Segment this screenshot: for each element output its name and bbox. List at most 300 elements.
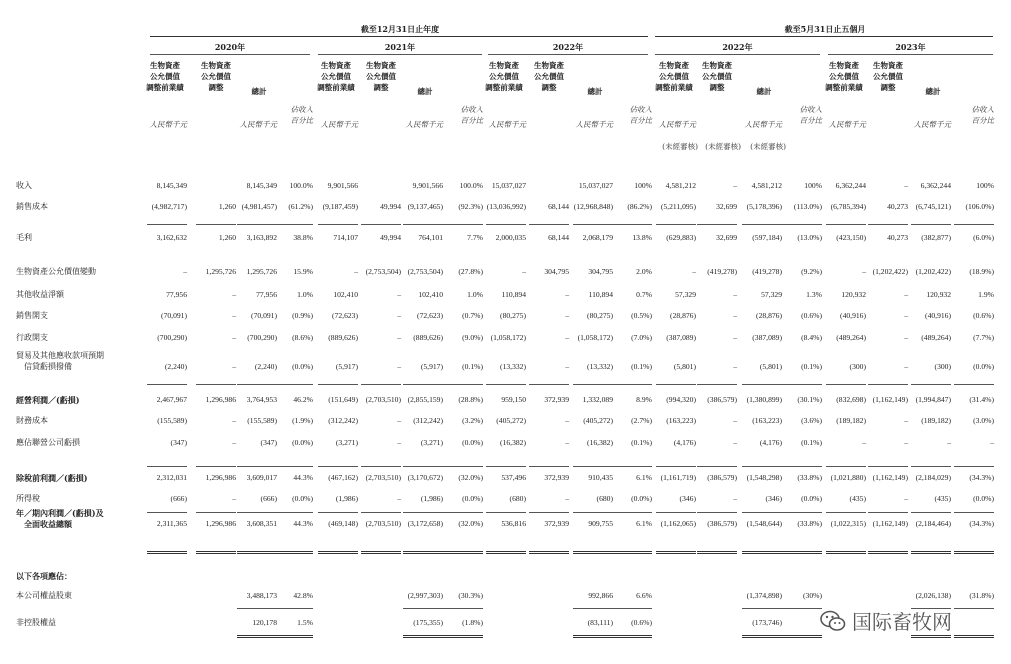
cell-value: (386,579) [707, 473, 737, 482]
cell-value: – [904, 362, 908, 371]
caption-pct-revenue: 佔收入 百分比 [799, 105, 822, 125]
cell-value: – [904, 333, 908, 342]
subtotal-rule [361, 466, 401, 467]
cell-value: 8.9% [636, 395, 652, 404]
cell-value: (3.2%) [462, 416, 483, 425]
caption-before-adjustment: 生物資產 公允價值 調整前業績 [146, 61, 184, 92]
cell-value: (13,332) [587, 362, 613, 371]
subtotal-rule [782, 551, 822, 554]
subtotal-rule [826, 512, 866, 513]
cell-value: (1,548,298) [746, 473, 782, 482]
cell-value: (9,187,459) [322, 202, 358, 211]
cell-value: – [232, 333, 236, 342]
cell-value: 110,894 [501, 290, 526, 299]
subtotal-rule [742, 512, 782, 513]
cell-value: – [397, 494, 401, 503]
cell-value: (0.1%) [801, 362, 822, 371]
cell-value: – [232, 494, 236, 503]
cell-value: (1,202,422) [915, 267, 951, 276]
cell-value: 102,410 [333, 290, 358, 299]
cell-value: 57,329 [675, 290, 696, 299]
subtotal-rule [443, 466, 483, 467]
cell-value: (173,746) [752, 618, 782, 627]
cell-value: 3,608,351 [246, 519, 277, 528]
cell-value: (700,290) [157, 333, 187, 342]
year-rule [488, 54, 648, 55]
cell-value: 536,816 [501, 519, 526, 528]
cell-value: (3.0%) [973, 416, 994, 425]
cell-value: (700,290) [247, 333, 277, 342]
subtotal-rule [237, 224, 277, 225]
cell-value: (30.1%) [797, 395, 822, 404]
cell-value: 15,037,027 [491, 181, 526, 190]
cell-value: (155,589) [247, 416, 277, 425]
cell-value: (889,626) [413, 333, 443, 342]
cell-value: (27.8%) [458, 267, 483, 276]
subtotal-rule [443, 384, 483, 385]
subtotal-rule [826, 224, 866, 225]
cell-value: 1,296,986 [205, 519, 236, 528]
cell-value: 77,956 [166, 290, 187, 299]
cell-value: (0.1%) [462, 362, 483, 371]
cell-value: (70,091) [251, 311, 277, 320]
cell-value: (435) [934, 494, 951, 503]
subtotal-rule [273, 512, 313, 513]
cell-value: (2,184,464) [915, 519, 951, 528]
cell-value: (28,876) [670, 311, 696, 320]
caption-before-adjustment: 生物資產 公允價值 調整前業績 [825, 61, 863, 92]
cell-value: (3,170,672) [407, 473, 443, 482]
watermark-text: 国际畜牧网 [852, 610, 952, 634]
caption-total: 總計 [587, 87, 603, 96]
subtotal-rule [529, 224, 569, 225]
attribution-double-rule [782, 635, 822, 638]
cell-value: 100% [976, 181, 994, 190]
cell-value: (86.2%) [627, 202, 652, 211]
subtotal-rule [782, 466, 822, 467]
caption-pct-revenue: 佔收入 百分比 [971, 105, 994, 125]
cell-value: 2,311,365 [156, 519, 187, 528]
subtotal-rule [954, 384, 994, 385]
cell-value: (347) [260, 438, 277, 447]
cell-value: (2,753,504) [407, 267, 443, 276]
subtotal-rule [273, 466, 313, 467]
subtotal-rule [742, 466, 782, 467]
cell-value: – [232, 416, 236, 425]
attribution-double-rule [443, 635, 483, 638]
cell-value: (312,242) [328, 416, 358, 425]
cell-value: 15.9% [293, 267, 313, 276]
cell-value: – [904, 416, 908, 425]
cell-value: 100% [804, 181, 822, 190]
subtotal-rule [911, 384, 951, 385]
subtotal-rule [868, 384, 908, 385]
cell-value: (300) [849, 362, 866, 371]
cell-value: – [904, 311, 908, 320]
cell-value: (8.4%) [801, 333, 822, 342]
cell-value: 49,994 [380, 233, 401, 242]
wechat-icon [820, 610, 846, 632]
cell-value: – [733, 290, 737, 299]
cell-value: 1.5% [297, 618, 313, 627]
cell-value: (31.8%) [969, 591, 994, 600]
cell-value: (680) [509, 494, 526, 503]
cell-value: 3,162,632 [156, 233, 187, 242]
row-label: 毛利 [16, 233, 32, 242]
cell-value: 1,260 [218, 202, 236, 211]
cell-value: – [232, 362, 236, 371]
cell-value: (151,649) [328, 395, 358, 404]
cell-value: (72,623) [417, 311, 443, 320]
cell-value: (1,162,149) [872, 473, 908, 482]
cell-value: 1.0% [297, 290, 313, 299]
year-rule [150, 54, 310, 55]
row-label: 行政開支 [16, 333, 48, 342]
row-label: 以下各項應佔： [16, 571, 72, 581]
cell-value: (5,211,095) [660, 202, 696, 211]
subtotal-rule [529, 384, 569, 385]
caption-before-adjustment: 生物資產 公允價值 調整前業績 [655, 61, 693, 92]
cell-value: 1,332,089 [582, 395, 613, 404]
watermark [820, 606, 952, 635]
subtotal-rule [826, 466, 866, 467]
cell-value: 3,163,892 [246, 233, 277, 242]
attribution-rule [443, 608, 483, 609]
cell-value: 68,144 [548, 202, 569, 211]
cell-value: (889,626) [328, 333, 358, 342]
cell-value: 3,488,173 [246, 591, 277, 600]
cell-value: 120,178 [252, 618, 277, 627]
row-label: 年／期內利潤／(虧損)及 [16, 508, 104, 518]
row-label-cont: 信貸虧損撥備 [24, 362, 72, 371]
cell-value: (155,589) [157, 416, 187, 425]
cell-value: (34.3%) [969, 519, 994, 528]
cell-value: (300) [934, 362, 951, 371]
cell-value: 4,581,212 [665, 181, 696, 190]
subtotal-rule [656, 512, 696, 513]
caption-adjustment: 生物資產 公允價值 調整 [201, 61, 231, 92]
cell-value: (80,275) [587, 311, 613, 320]
subtotal-rule [196, 466, 236, 467]
cell-value: (4,176) [673, 438, 696, 447]
cell-value: (4,981,457) [241, 202, 277, 211]
cell-value: (1,162,149) [872, 395, 908, 404]
cell-value: 1.9% [978, 290, 994, 299]
cell-value: (2,703,510) [365, 473, 401, 482]
cell-value: 68,144 [548, 233, 569, 242]
subtotal-rule [529, 512, 569, 513]
cell-value: 120,932 [926, 290, 951, 299]
cell-value: (70,091) [161, 311, 187, 320]
cell-value: (1,058,172) [490, 333, 526, 342]
cell-value: (163,223) [752, 416, 782, 425]
unit-rmb: 人民幣千元 [575, 120, 613, 129]
cell-value: (83,111) [587, 618, 613, 627]
cell-value: (189,182) [836, 416, 866, 425]
cell-value: 49,994 [380, 202, 401, 211]
cell-value: – [397, 362, 401, 371]
cell-value: (2,703,510) [365, 395, 401, 404]
cell-value: (346) [765, 494, 782, 503]
cell-value: (2,240) [254, 362, 277, 371]
cell-value: – [565, 494, 569, 503]
caption-before-adjustment: 生物資產 公允價值 調整前業績 [485, 61, 523, 92]
cell-value: (12,968,848) [573, 202, 613, 211]
cell-value: – [904, 181, 908, 190]
unit-rmb: 人民幣千元 [658, 120, 696, 129]
attribution-rule [273, 608, 313, 609]
cell-value: (18.9%) [969, 267, 994, 276]
cell-value: (0.5%) [631, 311, 652, 320]
caption-adjustment: 生物資產 公允價值 調整 [702, 61, 732, 92]
subtotal-rule [318, 512, 358, 513]
subtotal-rule [237, 551, 277, 554]
cell-value: 2,467,967 [156, 395, 187, 404]
subtotal-rule [486, 466, 526, 467]
cell-value: 910,435 [588, 473, 613, 482]
subtotal-rule [697, 512, 737, 513]
cell-value: (419,278) [752, 267, 782, 276]
unaudited-label: (未經審核) [750, 142, 786, 151]
row-label: 本公司權益股東 [16, 591, 72, 600]
cell-value: 304,795 [544, 267, 569, 276]
cell-value: – [397, 290, 401, 299]
year-rule [318, 54, 482, 55]
cell-value: 46.2% [293, 395, 313, 404]
subtotal-rule [697, 466, 737, 467]
subtotal-rule [573, 551, 613, 554]
cell-value: (629,883) [666, 233, 696, 242]
row-label: 財務成本 [16, 416, 48, 425]
subtotal-rule [147, 384, 187, 385]
cell-value: 9,901,566 [412, 181, 443, 190]
cell-value: 100% [634, 181, 652, 190]
caption-before-adjustment: 生物資產 公允價值 調整前業績 [317, 61, 355, 92]
subtotal-rule [612, 224, 652, 225]
subtotal-rule [361, 224, 401, 225]
cell-value: 1,295,726 [205, 267, 236, 276]
subtotal-rule [697, 384, 737, 385]
cell-value: (347) [170, 438, 187, 447]
cell-value: 1,296,986 [205, 473, 236, 482]
cell-value: 9,901,566 [327, 181, 358, 190]
subtotal-rule [318, 384, 358, 385]
cell-value: (0.1%) [801, 438, 822, 447]
cell-value: 537,496 [501, 473, 526, 482]
cell-value: (405,272) [496, 416, 526, 425]
cell-value: 120,932 [841, 290, 866, 299]
subtotal-rule [868, 512, 908, 513]
row-label-cont: 全面收益總額 [24, 519, 72, 529]
subtotal-rule [403, 466, 443, 467]
cell-value: (0.0%) [462, 438, 483, 447]
cell-value: 38.8% [293, 233, 313, 242]
cell-value: (489,264) [921, 333, 951, 342]
cell-value: (994,320) [666, 395, 696, 404]
cell-value: (32.0%) [458, 473, 483, 482]
cell-value: 2,000,035 [495, 233, 526, 242]
attribution-rule [403, 608, 443, 609]
subtotal-rule [782, 384, 822, 385]
cell-value: (0.6%) [801, 311, 822, 320]
cell-value: (13,332) [500, 362, 526, 371]
cell-value: (0.0%) [973, 362, 994, 371]
cell-value: – [522, 267, 526, 276]
cell-value: (32.0%) [458, 519, 483, 528]
cell-value: 13.8% [632, 233, 652, 242]
cell-value: (1,380,899) [746, 395, 782, 404]
subtotal-rule [573, 466, 613, 467]
cell-value: (33.8%) [797, 519, 822, 528]
year-rule [655, 54, 820, 55]
subtotal-rule [443, 551, 483, 554]
unit-rmb: 人民幣千元 [320, 120, 358, 129]
cell-value: (163,223) [666, 416, 696, 425]
cell-value: – [733, 494, 737, 503]
subtotal-rule [486, 224, 526, 225]
cell-value: – [733, 181, 737, 190]
subtotal-rule [361, 384, 401, 385]
subtotal-rule [868, 551, 908, 554]
cell-value: 1,295,726 [246, 267, 277, 276]
subtotal-rule [954, 551, 994, 554]
caption-pct-revenue: 佔收入 百分比 [460, 105, 483, 125]
attribution-rule [237, 608, 277, 609]
subtotal-rule [656, 551, 696, 554]
subtotal-rule [318, 551, 358, 554]
cell-value: (680) [596, 494, 613, 503]
cell-value: 909,755 [588, 519, 613, 528]
unit-rmb: 人民幣千元 [149, 120, 187, 129]
cell-value: (31.4%) [969, 395, 994, 404]
cell-value: (34.3%) [969, 473, 994, 482]
year-header: 2022年 [552, 42, 584, 52]
subtotal-rule [782, 224, 822, 225]
cell-value: – [565, 333, 569, 342]
subtotal-rule [147, 512, 187, 513]
cell-value: – [232, 438, 236, 447]
year-header: 2020年 [214, 42, 246, 52]
cell-value: (1,161,719) [660, 473, 696, 482]
caption-total: 總計 [251, 87, 267, 96]
cell-value: 2.0% [636, 267, 652, 276]
cell-value: – [862, 267, 866, 276]
subtotal-rule [486, 551, 526, 554]
cell-value: (3.6%) [801, 416, 822, 425]
cell-value: (7.0%) [631, 333, 652, 342]
cell-value: 6,362,244 [920, 181, 951, 190]
caption-adjustment: 生物資產 公允價值 調整 [366, 61, 396, 92]
cell-value: (5,917) [335, 362, 358, 371]
subtotal-rule [403, 384, 443, 385]
cell-value: – [733, 333, 737, 342]
subtotal-rule [486, 512, 526, 513]
cell-value: (5,178,396) [746, 202, 782, 211]
cell-value: 959,150 [501, 395, 526, 404]
row-label: 其他收益淨額 [16, 290, 64, 299]
cell-value: (387,089) [752, 333, 782, 342]
attribution-rule [954, 608, 994, 609]
cell-value: – [232, 290, 236, 299]
cell-value: 2,312,031 [156, 473, 187, 482]
row-label: 收入 [16, 181, 32, 190]
period-rule-fy [150, 36, 648, 37]
cell-value: (2.7%) [631, 416, 652, 425]
cell-value: 44.3% [293, 473, 313, 482]
cell-value: (386,579) [707, 395, 737, 404]
subtotal-rule [954, 224, 994, 225]
cell-value: 1,260 [218, 233, 236, 242]
cell-value: (2,184,029) [915, 473, 951, 482]
cell-value: 40,273 [887, 233, 908, 242]
cell-value: – [397, 311, 401, 320]
cell-value: (33.8%) [797, 473, 822, 482]
cell-value: (80,275) [500, 311, 526, 320]
cell-value: (28.8%) [458, 395, 483, 404]
row-label: 應佔聯營公司虧損 [16, 438, 80, 447]
subtotal-rule [826, 551, 866, 554]
cell-value: (1,374,898) [746, 591, 782, 600]
subtotal-rule [147, 551, 187, 554]
cell-value: (9.0%) [462, 333, 483, 342]
cell-value: (40,916) [840, 311, 866, 320]
subtotal-rule [656, 466, 696, 467]
year-header: 2022年 [722, 42, 753, 52]
subtotal-rule [147, 224, 187, 225]
cell-value: – [733, 362, 737, 371]
subtotal-rule [868, 224, 908, 225]
row-label: 非控股權益 [16, 618, 56, 627]
subtotal-rule [196, 384, 236, 385]
cell-value: (6,785,394) [830, 202, 866, 211]
cell-value: (0.6%) [973, 311, 994, 320]
subtotal-rule [612, 384, 652, 385]
caption-total: 總計 [417, 87, 433, 96]
cell-value: 2,068,179 [582, 233, 613, 242]
subtotal-rule [403, 551, 443, 554]
subtotal-rule [318, 466, 358, 467]
cell-value: (2,703,510) [365, 519, 401, 528]
cell-value: 372,939 [544, 519, 569, 528]
attribution-double-rule [273, 635, 313, 638]
row-label: 所得稅 [16, 494, 40, 503]
period-header-5m: 截至5月31日止五個月 [784, 24, 866, 34]
cell-value: – [397, 333, 401, 342]
cell-value: 40,273 [887, 202, 908, 211]
cell-value: 372,939 [544, 395, 569, 404]
cell-value: 77,956 [256, 290, 277, 299]
cell-value: 8,145,349 [156, 181, 187, 190]
cell-value: – [397, 438, 401, 447]
cell-value: (1,202,422) [872, 267, 908, 276]
unit-rmb: 人民幣千元 [828, 120, 866, 129]
cell-value: (4,982,717) [151, 202, 187, 211]
attribution-rule [612, 608, 652, 609]
subtotal-rule [443, 224, 483, 225]
cell-value: 7.7% [467, 233, 483, 242]
cell-value: (92.3%) [458, 202, 483, 211]
subtotal-rule [697, 551, 737, 554]
cell-value: (3,271) [420, 438, 443, 447]
cell-value: (72,623) [332, 311, 358, 320]
subtotal-rule [529, 466, 569, 467]
cell-value: 32,699 [716, 202, 737, 211]
cell-value: (387,089) [666, 333, 696, 342]
cell-value: 32,699 [716, 233, 737, 242]
cell-value: (405,272) [583, 416, 613, 425]
subtotal-rule [237, 466, 277, 467]
cell-value: (1.8%) [462, 618, 483, 627]
